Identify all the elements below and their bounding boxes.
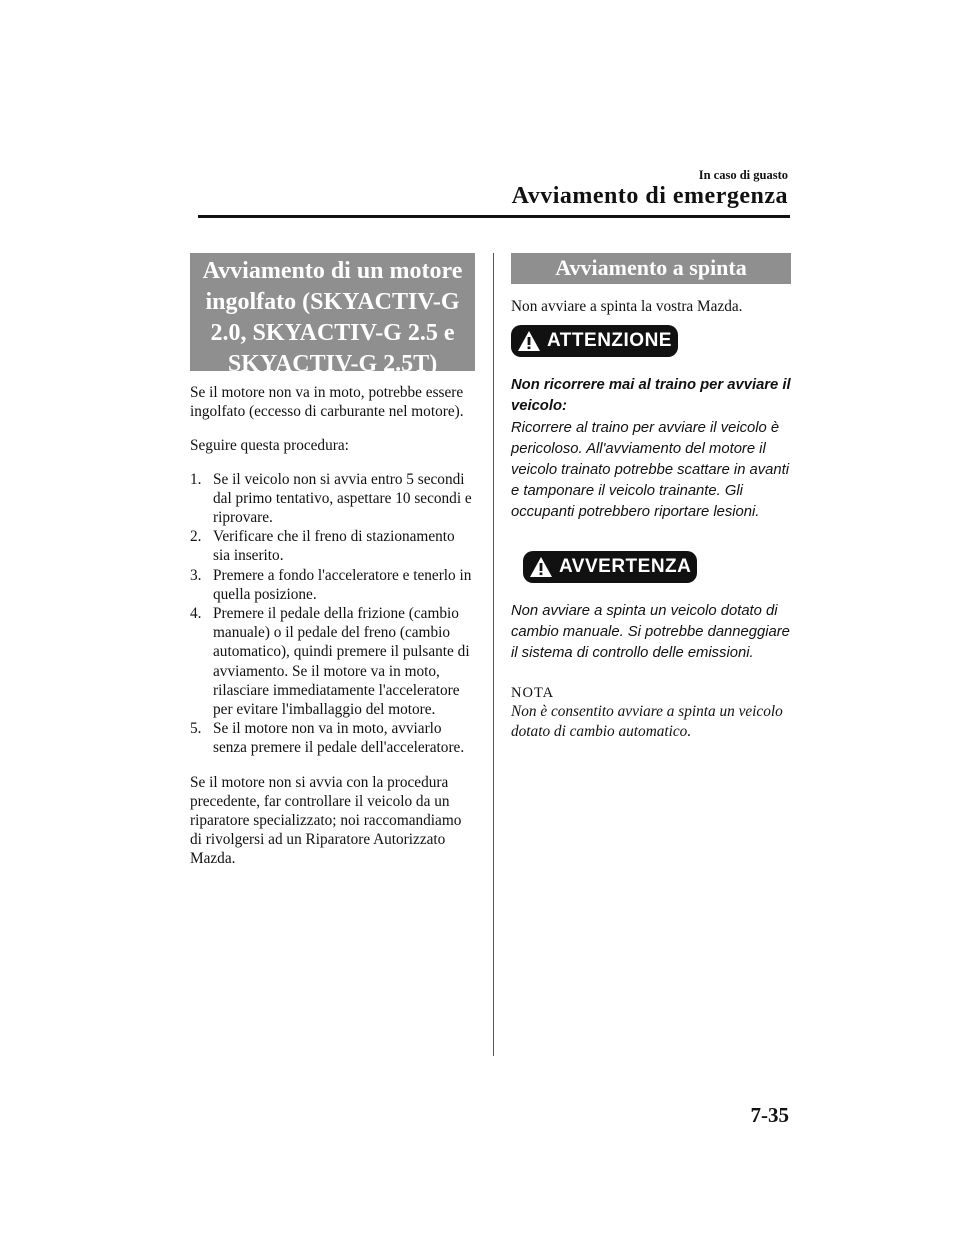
procedure-lead: Seguire questa procedura: — [190, 437, 349, 455]
heading-line: ingolfato (SKYACTIV-G — [205, 289, 460, 315]
flooded-engine-heading — [190, 253, 475, 377]
list-item — [190, 527, 475, 565]
avvertenza-text: Non avviare a spinta un veicolo dotato di cambio manuale. Si potrebbe danneggiare il sistema di controllo delle emissioni. — [511, 602, 790, 662]
step-text: Premere a fondo l'acceleratore e tenerlo in quella posizione. — [213, 566, 472, 603]
step-text: Se il motore non va in moto, avviarlo senza premere il pedale dell'acceleratore. — [213, 720, 465, 757]
warning-block-attenzione — [511, 325, 791, 523]
note-block — [511, 685, 791, 741]
step-number: 2. — [190, 528, 202, 546]
step-text: Se il veicolo non si avvia entro 5 secondi dal primo tentativo, aspettare 10 secondi e riprovare. — [213, 470, 472, 527]
closing-paragraph: Se il motore non si avvia con la procedura precedente, far controllare il veicolo da un riparatore specializzato; noi raccomandiamo di rivolgersi ad un Riparatore Autorizzato Mazda. — [190, 773, 462, 868]
step-number: 4. — [190, 605, 202, 623]
page-number: 7-35 — [750, 1103, 789, 1127]
attenzione-lead: Non ricorrere mai al traino per avviare il veicolo: — [511, 377, 791, 415]
attenzione-body: Ricorrere al traino per avviare il veicolo è pericoloso. All'avviamento del motore il veicolo trainato potrebbe scattare in avanti e tamponare il veicolo trainante. Gli occupanti potrebbero riportare lesioni. — [511, 419, 790, 521]
heading-line: 2.0, SKYACTIV-G 2.5 e — [210, 320, 455, 346]
list-item — [190, 470, 475, 528]
procedure-steps — [190, 470, 475, 758]
push-start-heading: Avviamento a spinta — [511, 253, 791, 284]
warning-block-avvertenza — [511, 551, 791, 665]
step-number: 3. — [190, 566, 202, 584]
list-item — [190, 604, 475, 719]
column-divider — [493, 253, 494, 1056]
push-start-intro: Non avviare a spinta la vostra Mazda. — [511, 298, 743, 315]
note-label: NOTA — [511, 685, 555, 702]
avvertenza-badge — [523, 551, 697, 583]
left-column — [190, 253, 475, 869]
right-column — [511, 253, 791, 741]
chapter-label: In caso di guasto — [698, 168, 788, 182]
warning-triangle-icon — [529, 556, 553, 578]
list-item — [190, 719, 475, 757]
step-number: 5. — [190, 720, 202, 738]
warning-triangle-icon — [517, 330, 541, 352]
attenzione-label: ATTENZIONE — [547, 330, 672, 352]
list-item — [190, 566, 475, 604]
heading-line: SKYACTIV-G 2.5T) — [227, 351, 438, 377]
header-rule — [198, 215, 790, 218]
section-title: Avviamento di emergenza — [511, 183, 788, 209]
intro-paragraph: Se il motore non va in moto, potrebbe essere ingolfato (eccesso di carburante nel motore). — [190, 384, 464, 421]
step-number: 1. — [190, 470, 202, 488]
note-text: Non è consentito avviare a spinta un veicolo dotato di cambio automatico. — [511, 703, 783, 740]
attenzione-text — [511, 375, 791, 523]
attenzione-badge — [511, 325, 678, 357]
step-text: Verificare che il freno di stazionamento sia inserito. — [213, 528, 455, 565]
avvertenza-label: AVVERTENZA — [559, 555, 692, 577]
heading-line: Avviamento di un motore — [202, 258, 463, 284]
step-text: Premere il pedale della frizione (cambio manuale) o il pedale del freno (cambio automatico), quindi premere il pulsante di avviamento. Se il motore va in moto, rilasciare immediatamente l'acceleratore per evitare l'imballaggio del motore. — [213, 605, 470, 719]
